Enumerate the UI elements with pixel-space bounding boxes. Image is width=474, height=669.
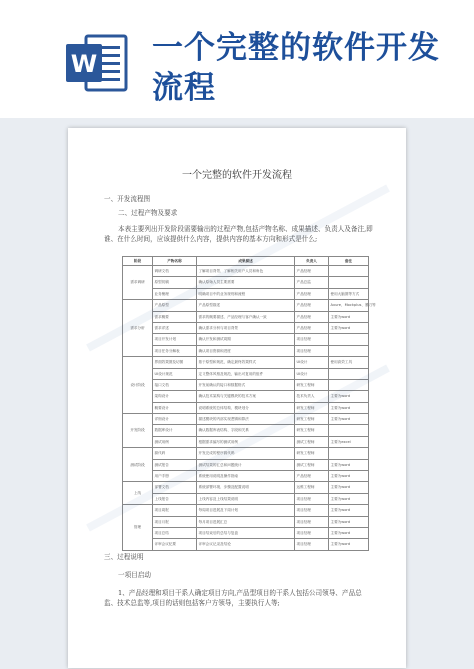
- table-row: [123, 345, 369, 356]
- table-header-cell: 成果描述: [197, 257, 295, 266]
- table-cell: 测试报告: [153, 459, 197, 470]
- table-cell: 研发工程师: [295, 402, 329, 413]
- table-cell: 概要设计: [153, 402, 197, 413]
- table-cell: 项目经理: [295, 345, 329, 356]
- table-cell: 项目月报: [153, 516, 197, 527]
- table-row: [123, 471, 369, 482]
- table-row: [123, 482, 369, 493]
- table-cell: 说明系统的总体结构、模块划分: [197, 402, 295, 413]
- table-cell: 项目周报: [153, 505, 197, 516]
- table-cell: 开发前确认的接口和数据格式: [197, 379, 295, 390]
- table-row: [123, 391, 369, 402]
- table-cell: 调研文档: [153, 266, 197, 277]
- table-row: [123, 368, 369, 379]
- stage-cell: 需求分析: [123, 300, 153, 357]
- table-row: [123, 402, 369, 413]
- table-cell: 业务梳理: [153, 288, 197, 299]
- banner-title: 一个完整的软件开发流程: [152, 30, 440, 106]
- table-cell: [329, 379, 369, 390]
- table-cell: UI设计规范: [153, 368, 197, 379]
- table-cell: 产品经理: [295, 471, 329, 482]
- stage-cell: 需求调研: [123, 266, 153, 300]
- table-cell: 测试工程师: [295, 459, 329, 470]
- table-cell: 确认项目资源和进度: [197, 345, 295, 356]
- table-cell: 项目结束后的总结与复盘: [197, 527, 295, 538]
- table-cell: 产品经理: [295, 322, 329, 333]
- table-cell: 每周项目进展及下周计划: [197, 505, 295, 516]
- subsection-heading: 一项目启动: [118, 571, 151, 579]
- table-cell: 确认需求分析与项目背景: [197, 322, 295, 333]
- table-header-cell: 产物名称: [153, 257, 197, 266]
- table-cell: 测试用例: [153, 436, 197, 447]
- table-cell: 产品经理: [295, 266, 329, 277]
- step-paragraph-1: 1、产品经理和项目干系人确定项目方向,产品型项目的干系人包括公司领导、产品总监、技术总监等,项目的话则包括客户方领导，主要执行人等;: [104, 589, 362, 607]
- table-cell: 项目经理: [295, 334, 329, 345]
- table-row: [123, 448, 369, 459]
- table-cell: 确认数据库表结构、字段和关系: [197, 425, 295, 436]
- table-cell: 开发完成的程序源代码: [197, 448, 295, 459]
- table-cell: 使用高效工具: [329, 357, 369, 368]
- table-row: [123, 334, 369, 345]
- table-row: [123, 459, 369, 470]
- table-cell: 产品总监: [295, 277, 329, 288]
- stage-cell: 管理: [123, 505, 153, 551]
- table-cell: [329, 277, 369, 288]
- stage-cell: 设计阶段: [123, 357, 153, 414]
- table-row: [123, 425, 369, 436]
- table-cell: Axure、Mockplus、墨刀等: [329, 300, 369, 311]
- table-cell: 技术负责人: [295, 391, 329, 402]
- table-cell: 主要为word: [329, 402, 369, 413]
- table-cell: 主要为word: [329, 311, 369, 322]
- table-cell: 项目任务分解表: [153, 345, 197, 356]
- table-cell: 用户手册: [153, 471, 197, 482]
- table-cell: 主要为word: [329, 516, 369, 527]
- table-row: [123, 322, 369, 333]
- table-row: [123, 436, 369, 447]
- table-row: [123, 539, 369, 550]
- table-header-cell: 负责人: [295, 257, 329, 266]
- table-cell: 研发工程师: [295, 448, 329, 459]
- table-cell: 测试工程师: [295, 436, 329, 447]
- table-cell: [329, 425, 369, 436]
- table-cell: 确认开发和测试周期: [197, 334, 295, 345]
- table-cell: 项目经理: [295, 527, 329, 538]
- table-cell: [329, 266, 369, 277]
- table-cell: 主要为word: [329, 471, 369, 482]
- table-cell: 产品经理: [295, 311, 329, 322]
- table-cell: 界面效果图及切图: [153, 357, 197, 368]
- table-cell: 确认原始人员主要需要: [197, 277, 295, 288]
- table-cell: [329, 368, 369, 379]
- table-cell: 上线报告: [153, 493, 197, 504]
- table-header-cell: 备注: [329, 257, 369, 266]
- table-cell: 源代码: [153, 448, 197, 459]
- table-cell: 接口文档: [153, 379, 197, 390]
- table-cell: 主要为word: [329, 527, 369, 538]
- table-cell: [329, 334, 369, 345]
- table-cell: 研发工程师: [295, 425, 329, 436]
- table-cell: 测试结果的汇总和问题统计: [197, 459, 295, 470]
- stage-cell: 测试阶段: [123, 448, 153, 482]
- table-header-cell: 阶段: [123, 257, 153, 266]
- table-cell: 基于原型和规范，确定最终效果样式: [197, 357, 295, 368]
- table-cell: 研发工程师: [295, 414, 329, 425]
- table-cell: 架构设计: [153, 391, 197, 402]
- table-row: [123, 357, 369, 368]
- table-row: [123, 516, 369, 527]
- table-cell: 主要为excel: [329, 436, 369, 447]
- table-cell: 主要为word: [329, 391, 369, 402]
- table-row: [123, 277, 369, 288]
- table-row: [123, 493, 369, 504]
- section-heading-3: 三、过程说明: [104, 553, 144, 561]
- table-cell: 上线内容及上线结果说明: [197, 493, 295, 504]
- table-cell: UI设计: [295, 368, 329, 379]
- table-cell: 项目总结: [153, 527, 197, 538]
- word-icon: [64, 30, 130, 96]
- table-cell: 评审会议记录及结论: [197, 539, 295, 550]
- table-cell: 需求的概要描述、产品经理与客户确认一致: [197, 311, 295, 322]
- document-title: 一个完整的软件开发流程: [182, 170, 292, 181]
- table-cell: 项目经理: [295, 539, 329, 550]
- table-cell: 产品原型: [153, 300, 197, 311]
- table-cell: [329, 448, 369, 459]
- table-cell: 每月项目进展汇总: [197, 516, 295, 527]
- artifact-table: [122, 256, 376, 551]
- table-cell: 主要为word: [329, 414, 369, 425]
- table-cell: 主要为word: [329, 493, 369, 504]
- table-cell: UI设计: [295, 357, 329, 368]
- table-row: [123, 379, 369, 390]
- table-cell: 明确项目中的业务规则和流程: [197, 288, 295, 299]
- table-cell: 确认技术架构与关键模块的技术方案: [197, 391, 295, 402]
- table-cell: 主要为word: [329, 539, 369, 550]
- table-cell: 主要为word: [329, 322, 369, 333]
- table-cell: 了解项目背景、了解相关用户人员和角色: [197, 266, 295, 277]
- document-banner: [0, 0, 474, 118]
- table-cell: 运维工程师: [295, 482, 329, 493]
- table-cell: 需求详述: [153, 322, 197, 333]
- table-row: [123, 288, 369, 299]
- table-cell: 研发工程师: [295, 379, 329, 390]
- table-cell: 项目经理: [295, 493, 329, 504]
- table-cell: 项目开发计划: [153, 334, 197, 345]
- table-row: [123, 505, 369, 516]
- table-row: [123, 527, 369, 538]
- table-cell: 产品经理: [295, 300, 329, 311]
- section-heading-2: 二、过程产物及要求: [118, 209, 178, 217]
- table-cell: 主要为word: [329, 459, 369, 470]
- table-header-row: [123, 257, 369, 266]
- table-cell: 主要为word: [329, 482, 369, 493]
- stage-cell: 上线: [123, 482, 153, 505]
- intro-paragraph: 本表主要列出开发阶段需要输出的过程产物,包括产物名称、成果描述、负责人及备注,即谁、在什么时间，应该提供什么内容，提供内容的基本方向和形式是什么;: [104, 225, 373, 243]
- table-cell: 描述模块的内部实现逻辑和算法: [197, 414, 295, 425]
- table-cell: 评审会议纪要: [153, 539, 197, 550]
- table-row: [123, 266, 369, 277]
- table-cell: 需求概要: [153, 311, 197, 322]
- table-cell: 根据需求编写的测试用例: [197, 436, 295, 447]
- table-cell: 产品原型描述: [197, 300, 295, 311]
- table-cell: 项目经理: [295, 516, 329, 527]
- table-cell: [329, 345, 369, 356]
- section-heading-1: 一、开发流程图: [104, 195, 151, 203]
- table-cell: 系统使用说明及操作指南: [197, 471, 295, 482]
- table-cell: 定义整体风格及规范，输出可复用的组件: [197, 368, 295, 379]
- table-cell: 产品经理: [295, 288, 329, 299]
- table-row: [123, 311, 369, 322]
- table-cell: 系统部署环境、步骤及配置说明: [197, 482, 295, 493]
- table-cell: 使用大脑图等方式: [329, 288, 369, 299]
- table-cell: 详细设计: [153, 414, 197, 425]
- svg-text:W: W: [70, 50, 98, 78]
- table-cell: 原型初稿: [153, 277, 197, 288]
- table-cell: 部署文档: [153, 482, 197, 493]
- table-cell: 主要为word: [329, 505, 369, 516]
- document-page: [68, 128, 406, 668]
- table-row: [123, 300, 369, 311]
- table-row: [123, 414, 369, 425]
- table-cell: 项目经理: [295, 505, 329, 516]
- stage-cell: 开发阶段: [123, 414, 153, 448]
- table-cell: 数据库设计: [153, 425, 197, 436]
